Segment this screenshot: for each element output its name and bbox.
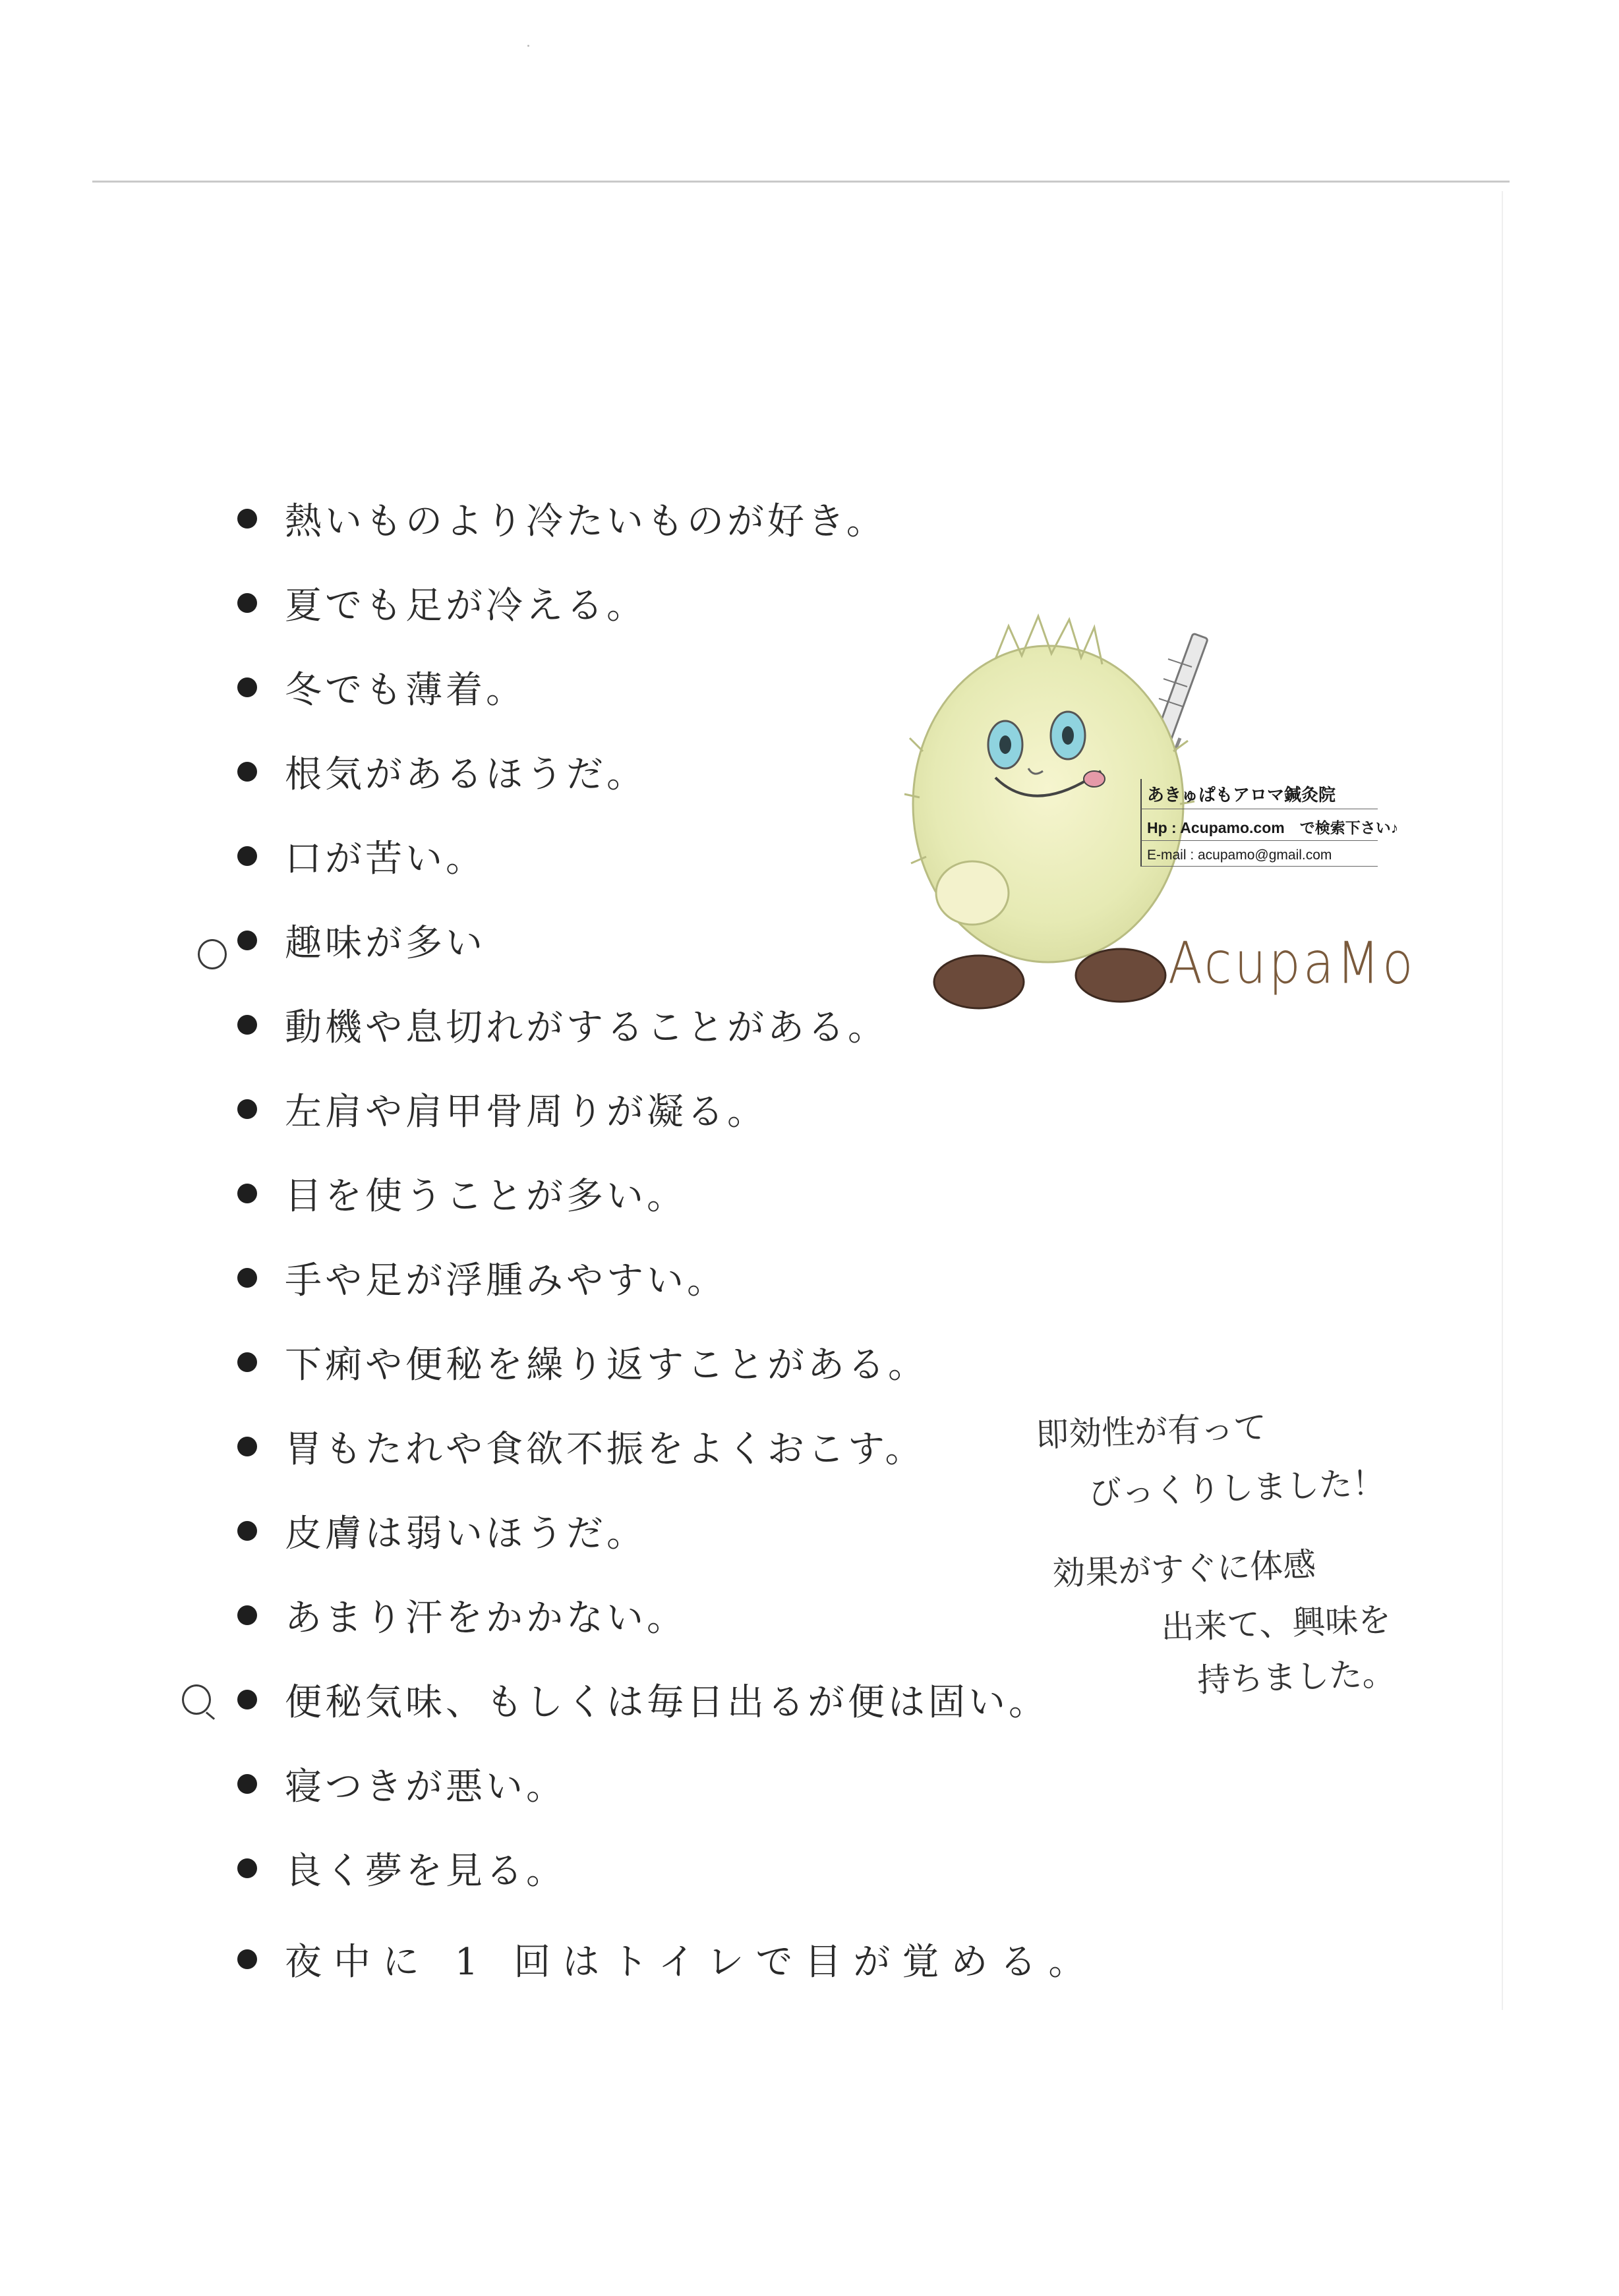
bullet-icon [237, 1352, 257, 1372]
bullet-icon [237, 1774, 257, 1794]
handwritten-comment-line: びっくりしました！ [1088, 1464, 1386, 1512]
bullet-icon [237, 1268, 257, 1288]
bullet-icon [237, 1521, 257, 1541]
checklist-item-text: 手や足が浮腫みやすい。 [285, 1259, 727, 1302]
checklist-item-text: 口が苦い。 [285, 838, 486, 880]
checklist-item [237, 1501, 647, 1561]
checklist-item-text: 冬でも薄着。 [285, 669, 526, 712]
checklist-item-text: 趣味が多い [285, 922, 486, 965]
card-contact-info [1140, 779, 1399, 867]
handwritten-comment-line: 出来て、興味を [1160, 1600, 1392, 1647]
checklist-item [237, 1930, 1097, 1989]
checklist-item-text: 夜中に 1 回はトイレで目が覚める。 [285, 1941, 1098, 1984]
checklist-item [237, 1417, 926, 1476]
bullet-icon [237, 1949, 257, 1969]
bullet-icon [237, 509, 257, 529]
bullet-icon [237, 846, 257, 866]
checklist-item-text: 良く夢を見る。 [285, 1850, 566, 1893]
handwritten-comment-line: 効果がすぐに体感 [1051, 1545, 1317, 1593]
checklist-item [237, 1333, 928, 1392]
checklist-item-text: 皮膚は弱いほうだ。 [285, 1512, 647, 1555]
checklist-item-text: 下痢や便秘を繰り返すことがある。 [285, 1344, 928, 1387]
checklist-item-text: 動機や息切れがすることがある。 [285, 1006, 888, 1049]
checklist-item [237, 1670, 1049, 1729]
checklist-item [237, 911, 486, 970]
checklist-item [237, 658, 526, 717]
bullet-icon [237, 931, 257, 950]
checklist-item [237, 1248, 727, 1307]
bullet-icon [237, 1690, 257, 1709]
checklist-item [237, 489, 887, 548]
checklist-item [237, 1754, 566, 1814]
bullet-icon [237, 1015, 257, 1035]
bullet-icon [237, 762, 257, 782]
eye-icon [1051, 712, 1085, 759]
bullet-icon [237, 593, 257, 613]
bullet-icon [237, 1437, 257, 1456]
checklist-item [237, 1079, 767, 1139]
checklist-item [237, 995, 888, 1054]
bullet-icon [237, 1605, 257, 1625]
page-edge [1502, 191, 1503, 2010]
handwritten-comment-line: 持ちました。 [1196, 1654, 1396, 1700]
foot-icon [1076, 949, 1165, 1002]
checklist-item [237, 573, 647, 633]
checklist-item [237, 1586, 687, 1645]
checklist-item-text: 寝つきが悪い。 [285, 1765, 566, 1808]
checklist-item-text: 左肩や肩甲骨周りが凝る。 [285, 1091, 767, 1134]
bullet-icon [237, 677, 257, 697]
checklist-item [237, 1164, 687, 1223]
checklist-item-text: 夏でも足が冷える。 [285, 585, 647, 627]
checklist-item-text: 目を使うことが多い。 [285, 1175, 687, 1218]
eye-icon [988, 721, 1022, 768]
checklist-item-text: 熱いものより冷たいものが好き。 [285, 500, 887, 543]
checklist-item [237, 1839, 566, 1898]
clinic-name: あきゅぱもアロマ鍼灸院 [1140, 779, 1378, 809]
bullet-icon [237, 1099, 257, 1119]
checklist-item [237, 742, 647, 801]
bullet-icon [237, 1858, 257, 1878]
checklist-item-text: 根気があるほうだ。 [285, 753, 647, 796]
checklist-item-text: 胃もたれや食欲不振をよくおこす。 [285, 1428, 926, 1471]
bullet-icon [237, 1184, 257, 1203]
checklist-item-text: あまり汗をかかない。 [285, 1597, 687, 1640]
brand-signature: AcupaMo [1168, 929, 1416, 997]
check-circle-icon [198, 939, 227, 969]
foot-icon [934, 956, 1024, 1008]
mascot-business-card [897, 580, 1424, 1021]
handwritten-comment-line: 即効性が有って [1035, 1408, 1268, 1454]
check-circle-icon [182, 1684, 211, 1715]
clinic-email: E-mail : acupamo@gmail.com [1140, 840, 1378, 867]
clinic-website: Hp : Acupamo.com で検索下さい♪ [1140, 809, 1378, 840]
checklist-item [237, 826, 486, 886]
checklist-item-text: 便秘気味、もしくは毎日出るが便は固い。 [285, 1681, 1049, 1724]
